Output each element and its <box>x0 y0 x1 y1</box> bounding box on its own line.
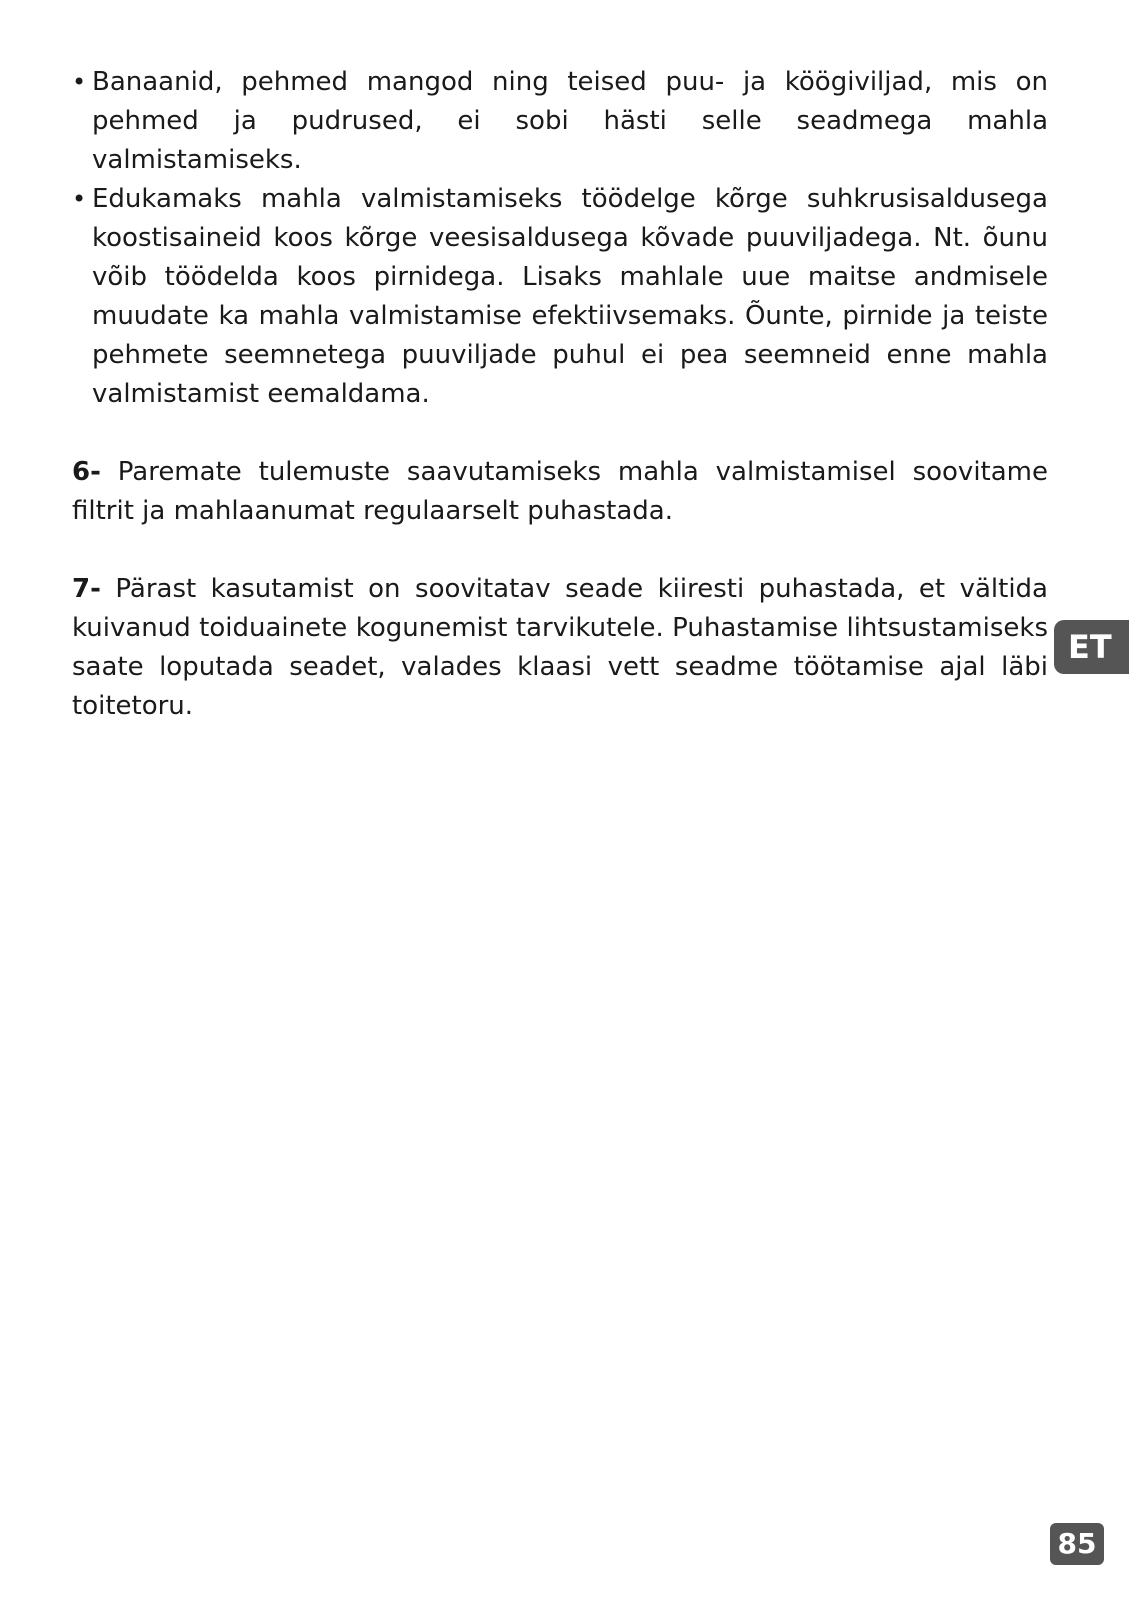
list-item <box>72 63 1048 180</box>
language-tab: ET <box>1054 620 1129 674</box>
bullet-marker: • <box>72 185 87 213</box>
bullet-marker: • <box>72 68 87 96</box>
bullet-text: Banaanid, pehmed mangod ning teised puu- ja köögiviljad, mis on pehmed ja pudrused, ei sobi hästi selle seadmega mahla valmistamiseks. <box>92 67 1048 175</box>
document-body <box>72 63 1048 726</box>
paragraph-number: 7- <box>72 574 101 604</box>
paragraph-text: Paremate tulemuste saavutamiseks mahla valmistamisel soovitame filtrit ja mahlaanumat regulaarselt puhastada. <box>72 457 1048 526</box>
list-item <box>72 180 1048 414</box>
paragraph-7 <box>72 570 1048 726</box>
paragraph-text: Pärast kasutamist on soovitatav seade kiiresti puhastada, et vältida kuivanud toiduainete kogunemist tarvikutele. Puhastamise lihtsustamiseks saate loputada seadet, valades klaasi vett seadme töötamise ajal läbi toitetoru. <box>72 574 1048 721</box>
paragraph-6 <box>72 453 1048 531</box>
page-number: 85 <box>1050 1523 1104 1565</box>
paragraph-number: 6- <box>72 457 101 487</box>
bullet-list <box>72 63 1048 414</box>
bullet-text: Edukamaks mahla valmistamiseks töödelge kõrge suhkrusisaldusega koostisaineid koos kõrge veesisaldusega kõvade puuviljadega. Nt. õunu võib töödelda koos pirnidega. Lisaks mahlale uue maitse andmisele muudate ka mahla valmistamise efektiivsemaks. Õunte, pirnide ja teiste pehmete seemnetega puuviljade puhul ei pea seemneid enne mahla valmistamist eemaldama. <box>92 184 1048 409</box>
